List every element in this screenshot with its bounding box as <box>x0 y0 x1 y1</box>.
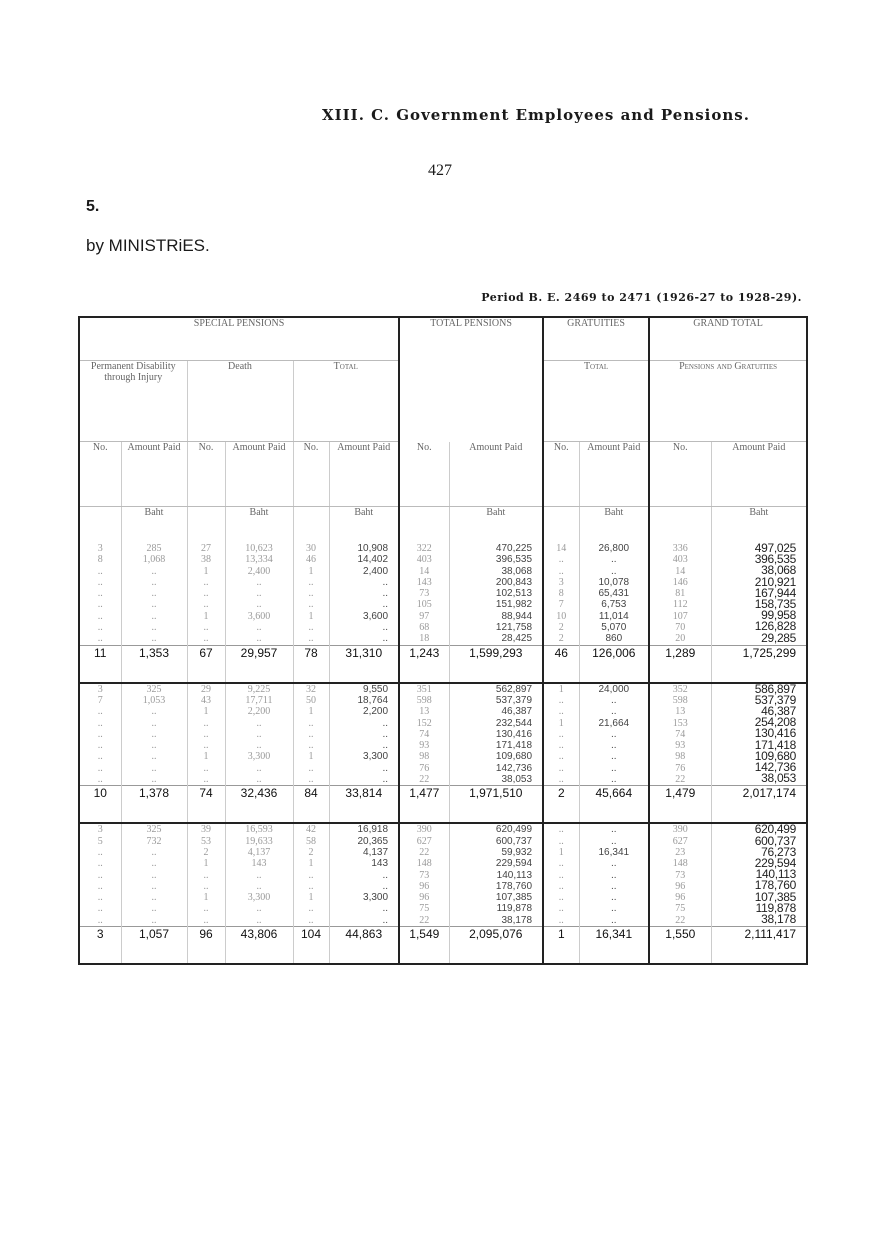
col-label-no: No. <box>293 442 329 507</box>
subtotal-cell: 44,863 <box>329 927 399 965</box>
subtotal-cell: 2 <box>543 786 579 824</box>
grand-total-amount-col: 586,897 537,379 46,387 254,208 130,416 171,418 109,680 142,736 38,053 <box>754 681 797 786</box>
subtotal-cell: 1,289 <box>649 645 711 683</box>
subtotal-cell: 126,006 <box>579 645 649 683</box>
subtotal-cell: 33,814 <box>329 786 399 824</box>
disability-no-col: 3 5 .. .. .. .. .. .. .. <box>79 823 121 926</box>
unit-label: Baht <box>225 507 293 544</box>
gratuities-amount-col: .. .. 16,341 .. .. .. .. .. .. <box>579 823 649 926</box>
subtotal-cell: 78 <box>293 645 329 683</box>
gratuities-no-col: 14 .. .. 3 8 7 10 2 2 <box>543 543 579 645</box>
col-label-no: No. <box>399 442 449 507</box>
subtotal-cell: 1,599,293 <box>449 645 543 683</box>
death-no-col: 27 38 1 .. .. .. 1 .. .. <box>187 543 225 645</box>
subtotal-cell: 32,436 <box>225 786 293 824</box>
col-label-no: No. <box>543 442 579 507</box>
death-no-col: 39 53 2 1 .. .. 1 .. .. <box>187 823 225 926</box>
subtotal-cell: 46 <box>543 645 579 683</box>
subtotal-cell: 11 <box>79 645 121 683</box>
subtotal-cell: 1,725,299 <box>711 645 807 683</box>
col-label-no: No. <box>187 442 225 507</box>
subtotal-cell: 84 <box>293 786 329 824</box>
subtotal-cell: 45,664 <box>579 786 649 824</box>
subtotal-cell: 74 <box>187 786 225 824</box>
unit-label: Baht <box>749 507 769 518</box>
subtotal-row <box>79 645 807 683</box>
col-label-amount: Amount Paid <box>121 442 187 507</box>
subtotal-cell: 2,095,076 <box>449 927 543 965</box>
special-total-amount-col: 10,908 14,402 2,400 .. .. .. 3,600 .. .. <box>329 543 399 645</box>
unit-label: Baht <box>449 507 543 544</box>
disability-no-col: 3 7 .. .. .. .. .. .. .. <box>79 683 121 786</box>
pensions-table <box>78 316 808 965</box>
subtotal-cell: 1,477 <box>399 786 449 824</box>
subtotal-cell: 1,353 <box>121 645 187 683</box>
unit-label: Baht <box>579 507 649 544</box>
col-label-amount: Amount Paid <box>449 442 543 507</box>
unit-label: Baht <box>121 507 187 544</box>
col-label-amount: Amount Paid <box>225 442 293 507</box>
gratuities-amount-col: 24,000 .. .. 21,664 .. .. .. .. .. <box>579 683 649 786</box>
total-pensions-no-col: 322 403 14 143 73 105 97 68 18 <box>399 543 449 645</box>
grand-total-no-col: 390 627 23 148 73 96 96 75 22 <box>649 823 711 926</box>
subtotal-cell: 67 <box>187 645 225 683</box>
total-pensions-amount-col: 470,225 396,535 38,068 200,843 102,513 151,982 88,944 121,758 28,425 <box>449 543 543 645</box>
col-label-no: No. <box>79 442 121 507</box>
subtotal-cell: 3 <box>79 927 121 965</box>
subtotal-cell: 1,378 <box>121 786 187 824</box>
unit-label: Baht <box>329 507 399 544</box>
section-title: by MINISTRiES. <box>86 236 210 255</box>
special-total-amount-col: 16,918 20,365 4,137 143 .. .. 3,300 .. .. <box>329 823 399 926</box>
subtotal-row <box>79 786 807 824</box>
subtotal-cell: 1,479 <box>649 786 711 824</box>
total-pensions-header: TOTAL PENSIONS <box>399 317 543 442</box>
death-no-col: 29 43 1 .. .. .. 1 .. .. <box>187 683 225 786</box>
special-total-no-col: 30 46 1 .. .. .. 1 .. .. <box>293 543 329 645</box>
subtotal-cell: 1,243 <box>399 645 449 683</box>
subtotal-cell: 10 <box>79 786 121 824</box>
subtotal-row <box>79 927 807 965</box>
subtotal-cell: 29,957 <box>225 645 293 683</box>
total-pensions-amount-col: 562,897 537,379 46,387 232,544 130,416 171,418 109,680 142,736 38,053 <box>449 683 543 786</box>
pensions-and-gratuities-header: Pensions and Gratuities <box>649 361 807 442</box>
disability-amount-col: 325 732 .. .. .. .. .. .. .. <box>121 823 187 926</box>
disability-amount-col: 285 1,068 .. .. .. .. .. .. .. <box>121 543 187 645</box>
death-amount-col: 16,593 19,633 4,137 143 .. .. 3,300 .. .. <box>225 823 293 926</box>
table-header <box>79 317 807 543</box>
col-label-amount: Amount Paid <box>711 442 807 507</box>
gratuities-amount-col: 26,800 .. .. 10,078 65,431 6,753 11,014 5,070 860 <box>579 543 649 645</box>
gratuities-header: GRATUITIES <box>543 317 649 361</box>
subtotal-cell: 1,549 <box>399 927 449 965</box>
disability-no-col: 3 8 .. .. .. .. .. .. .. <box>79 543 121 645</box>
data-row-group <box>79 543 807 645</box>
special-total-header: Total <box>293 361 399 442</box>
subtotal-cell: 96 <box>187 927 225 965</box>
gratuities-total-header: Total <box>543 361 649 442</box>
period-label: Period B. E. 2469 to 2471 (1926-27 to 1928-29). <box>481 291 802 304</box>
gratuities-no-col: .. .. 1 .. .. .. .. .. .. <box>543 823 579 926</box>
subtotal-cell: 16,341 <box>579 927 649 965</box>
grand-total-header: GRAND TOTAL <box>649 317 807 361</box>
document-title: XIII. C. Government Employees and Pensions. <box>322 106 750 124</box>
disability-amount-col: 325 1,053 .. .. .. .. .. .. .. <box>121 683 187 786</box>
grand-total-amount-col: 620,499 600,737 76,273 229,594 140,113 178,760 107,385 119,878 38,178 <box>754 822 797 926</box>
subtotal-cell: 43,806 <box>225 927 293 965</box>
total-pensions-amount-col: 620,499 600,737 59,932 229,594 140,113 178,760 107,385 119,878 38,178 <box>449 823 543 926</box>
subtotal-cell: 104 <box>293 927 329 965</box>
page-number: 427 <box>428 162 452 179</box>
col-label-amount: Amount Paid <box>329 442 399 507</box>
col-label-no: No. <box>649 442 711 507</box>
subtotal-cell: 1,971,510 <box>449 786 543 824</box>
grand-total-no-col: 336 403 14 146 81 112 107 70 20 <box>649 543 711 645</box>
total-pensions-no-col: 390 627 22 148 73 96 96 75 22 <box>399 823 449 926</box>
subtotal-cell: 2,017,174 <box>711 786 807 824</box>
unit-row <box>79 507 807 544</box>
total-pensions-no-col: 351 598 13 152 74 93 98 76 22 <box>399 683 449 786</box>
subtotal-cell: 1,550 <box>649 927 711 965</box>
death-amount-col: 10,623 13,334 2,400 .. .. .. 3,600 .. .. <box>225 543 293 645</box>
section-number: 5. <box>86 198 100 215</box>
data-row-group <box>79 823 807 926</box>
data-row-group <box>79 683 807 786</box>
grand-total-no-col: 352 598 13 153 74 93 98 76 22 <box>649 683 711 786</box>
pensions-table-wrapper <box>78 316 806 965</box>
death-header: Death <box>187 361 293 442</box>
special-total-amount-col: 9,550 18,764 2,200 .. .. .. 3,300 .. .. <box>329 683 399 786</box>
col-label-amount: Amount Paid <box>579 442 649 507</box>
gratuities-no-col: 1 .. .. 1 .. .. .. .. .. <box>543 683 579 786</box>
subtotal-cell: 2,111,417 <box>711 927 807 965</box>
death-amount-col: 9,225 17,711 2,200 .. .. .. 3,300 .. .. <box>225 683 293 786</box>
column-label-row <box>79 442 807 507</box>
permanent-disability-header: Permanent Disability through Injury <box>79 361 187 442</box>
special-pensions-header: SPECIAL PENSIONS <box>79 317 399 361</box>
subtotal-cell: 1 <box>543 927 579 965</box>
table-body <box>79 543 807 964</box>
special-total-no-col: 32 50 1 .. .. .. 1 .. .. <box>293 683 329 786</box>
grand-total-amount-col: 497,025 396,535 38,068 210,921 167,944 158,735 99,958 126,828 29,285 <box>754 541 797 645</box>
subtotal-cell: 31,310 <box>329 645 399 683</box>
subtotal-cell: 1,057 <box>121 927 187 965</box>
special-total-no-col: 42 58 2 1 .. .. 1 .. .. <box>293 823 329 926</box>
